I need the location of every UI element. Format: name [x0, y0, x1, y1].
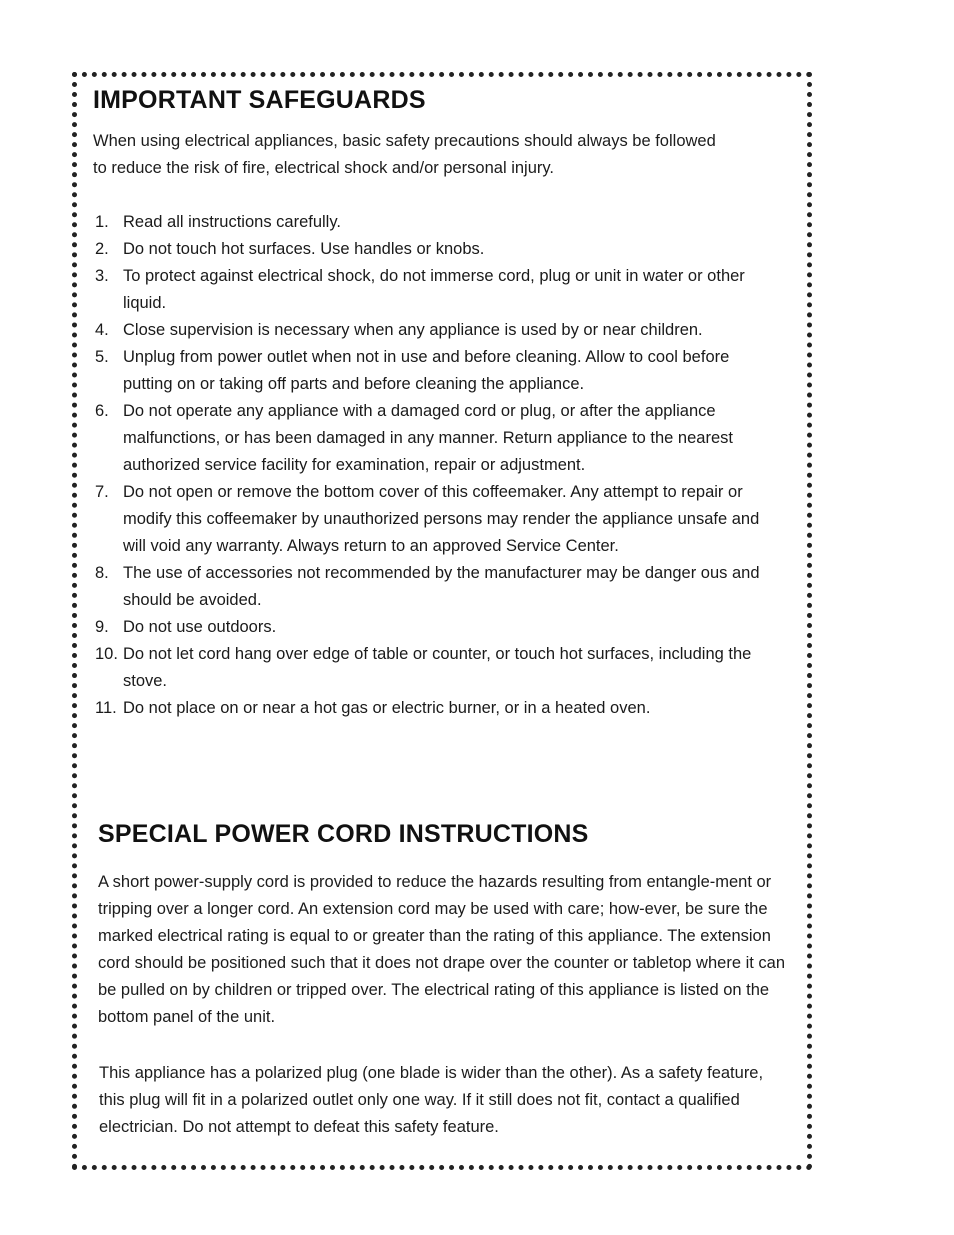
list-item [95, 641, 753, 695]
list-item [95, 236, 783, 263]
list-item-text: Read all instructions carefully. [123, 213, 341, 231]
list-item-number: 11. [95, 699, 117, 717]
power-cord-heading: SPECIAL POWER CORD INSTRUCTIONS [98, 820, 589, 848]
list-item-number: 3. [95, 267, 109, 285]
list-item [95, 479, 763, 560]
list-item [95, 695, 783, 722]
list-item [95, 614, 783, 641]
list-item-number: 7. [95, 483, 109, 501]
power-cord-paragraph-2: This appliance has a polarized plug (one blade is wider than the other). As a safety feature, this plug will fit in a polarized outlet only one way. If it still does not fit, contact a qualified electrician. Do not attempt to defeat this safety feature. [99, 1064, 764, 1136]
list-item [95, 317, 803, 344]
list-item-number: 4. [95, 321, 109, 339]
safeguards-intro: When using electrical appliances, basic safety precautions should always be followed to reduce the risk of fire, electrical shock and/or personal injury. [93, 132, 716, 177]
list-item-text: Do not open or remove the bottom cover of this coffeemaker. Any attempt to repair or modify this coffeemaker by unauthorized persons may render the appliance unsafe and will void any warranty. Always return to an approved Service Center. [123, 483, 760, 555]
safeguards-heading: IMPORTANT SAFEGUARDS [93, 86, 426, 114]
power-cord-paragraph-1: A short power-supply cord is provided to reduce the hazards resulting from entangle-ment or tripping over a longer cord. An extension cord may be used with care; how-ever, be sure the marked electrical rating is equal to or greater than the rating of this appliance. The extension cord should be positioned such that it does not drape over the counter or tabletop where it can be pulled on by children or tripped over. The electrical rating of this appliance is listed on the bottom panel of the unit. [98, 873, 786, 1026]
list-item-number: 1. [95, 213, 109, 231]
list-item-text: Do not use outdoors. [123, 618, 277, 636]
list-item-text: Do not touch hot surfaces. Use handles or knobs. [123, 240, 485, 258]
list-item-number: 10. [95, 645, 118, 663]
list-item-text: To protect against electrical shock, do not immerse cord, plug or unit in water or other liquid. [123, 267, 745, 312]
list-item-number: 9. [95, 618, 109, 636]
list-item [95, 263, 773, 317]
list-item-text: Unplug from power outlet when not in use and before cleaning. Allow to cool before putting on or taking off parts and before cleaning the appliance. [123, 348, 730, 393]
list-item-text: Close supervision is necessary when any appliance is used by or near children. [123, 321, 703, 339]
list-item-text: Do not place on or near a hot gas or electric burner, or in a heated oven. [123, 699, 651, 717]
list-item-text: Do not let cord hang over edge of table or counter, or touch hot surfaces, including the stove. [123, 645, 752, 690]
list-item [95, 560, 783, 614]
safeguards-list [95, 209, 795, 722]
list-item [95, 344, 773, 398]
list-item [95, 398, 803, 479]
list-item [95, 209, 783, 236]
list-item-number: 6. [95, 402, 109, 420]
list-item-text: Do not operate any appliance with a damaged cord or plug, or after the appliance malfunctions, or has been damaged in any manner. Return appliance to the nearest authorized service facility for examination, repair or adjustment. [123, 402, 733, 474]
list-item-number: 5. [95, 348, 109, 366]
list-item-number: 8. [95, 564, 109, 582]
list-item-number: 2. [95, 240, 109, 258]
list-item-text: The use of accessories not recommended by the manufacturer may be danger ous and should be avoided. [123, 564, 760, 609]
